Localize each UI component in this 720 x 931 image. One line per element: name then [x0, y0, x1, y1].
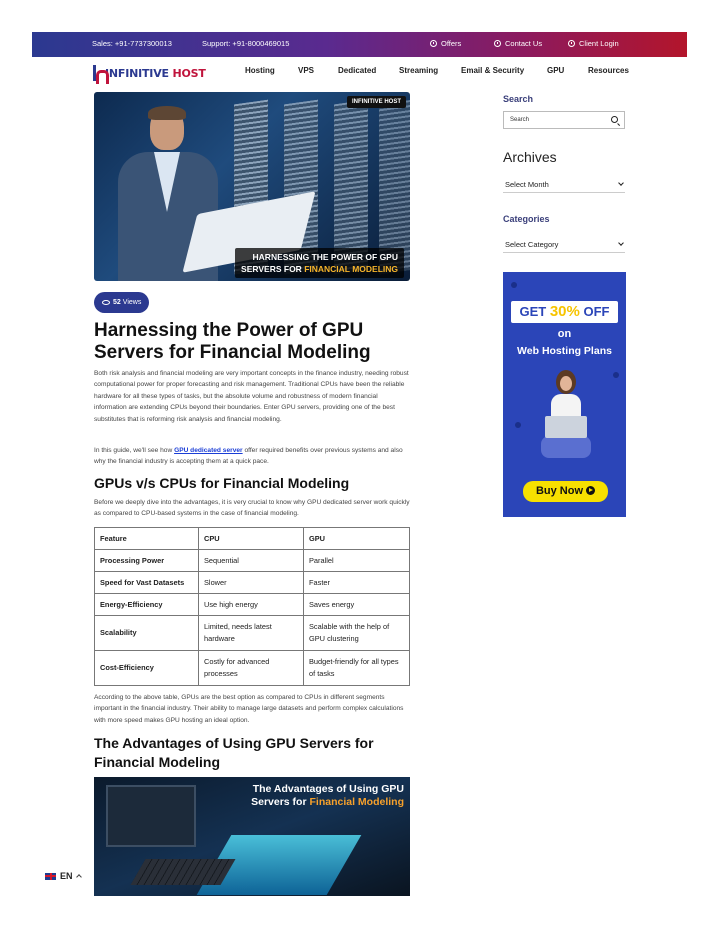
advantages-image: [94, 777, 410, 896]
language-switcher[interactable]: EN: [45, 871, 81, 881]
featured-image: [94, 92, 410, 281]
support-phone[interactable]: Support: +91-8000469015: [202, 39, 290, 48]
table-row: Processing Power Sequential Parallel: [95, 550, 410, 572]
chevron-down-icon: [618, 240, 624, 246]
sales-phone[interactable]: Sales: +91-7737300013: [92, 39, 172, 48]
eye-icon: [102, 300, 110, 305]
logo-mark-icon: [93, 65, 103, 81]
after-table-text: According to the above table, GPUs are the best option as compared to CPUs in different segments important in the financial industry. Their ability to manage large datasets and perform complex calculations with more speed makes GPU hosting an ideal option.: [94, 694, 404, 724]
comparison-table: [94, 527, 410, 686]
table-header: GPU: [304, 528, 410, 550]
nav-resources[interactable]: Resources: [588, 66, 629, 75]
woman-with-laptop-illustration: [541, 370, 591, 470]
hero-caption: HARNESSING THE POWER OF GPU SERVERS FOR FINANCIAL MODELING: [235, 248, 404, 278]
promo-banner[interactable]: GET 30% OFF on Web Hosting Plans Buy Now: [503, 272, 626, 517]
clock-icon: [568, 40, 575, 47]
play-icon: [586, 486, 595, 495]
chevron-up-icon: [76, 874, 82, 880]
search-label: Search: [503, 94, 534, 104]
views-badge: 52 Views: [94, 292, 149, 313]
categories-select[interactable]: Select Category: [503, 235, 625, 253]
clock-icon: [494, 40, 501, 47]
promo-subtitle: Web Hosting Plans: [517, 345, 612, 357]
nav-streaming[interactable]: Streaming: [399, 66, 439, 75]
buy-now-button[interactable]: Buy Now: [523, 481, 608, 502]
nav-email-security[interactable]: Email & Security: [461, 66, 525, 75]
advantages-image-caption: The Advantages of Using GPU Servers for Financial Modeling: [251, 783, 404, 808]
offers-link[interactable]: Offers: [430, 39, 461, 48]
search-input[interactable]: Search: [503, 111, 625, 129]
promo-headline: GET 30% OFF: [511, 301, 618, 323]
top-bar: [32, 32, 687, 57]
site-logo[interactable]: INFINITIVE HOST: [93, 64, 206, 82]
article-title: Harnessing the Power of GPU Servers for Financial Modeling: [94, 320, 371, 363]
archives-title: Archives: [503, 149, 557, 165]
categories-label: Categories: [503, 214, 550, 224]
nav-gpu[interactable]: GPU: [547, 66, 565, 75]
compare-intro: Before we deeply dive into the advantages, it is very crucial to know why GPU dedicated server work quickly as compared to CPU-based systems in the case of financial modeling.: [94, 499, 410, 518]
heading-advantages: The Advantages of Using GPU Servers for Financial Modeling: [94, 735, 374, 770]
table-header-row: [95, 528, 410, 550]
article-guide: In this guide, we'll see how GPU dedicated server offer required benefits over previous systems and also why the financial industry is accepting them at a quick pace.: [94, 447, 403, 466]
table-row: Scalability Limited, needs latest hardware Scalable with the help of GPU clustering: [95, 616, 410, 651]
table-row: Speed for Vast Datasets Slower Faster: [95, 572, 410, 594]
contact-link[interactable]: Contact Us: [494, 39, 542, 48]
clock-icon: [430, 40, 437, 47]
nav-vps[interactable]: VPS: [298, 66, 315, 75]
table-row: Cost-Efficiency Costly for advanced processes Budget-friendly for all types of tasks: [95, 651, 410, 686]
archives-select[interactable]: Select Month: [503, 175, 625, 193]
nav-dedicated[interactable]: Dedicated: [338, 66, 377, 75]
gpu-dedicated-server-link[interactable]: GPU dedicated server: [174, 447, 243, 454]
client-login-link[interactable]: Client Login: [568, 39, 619, 48]
chevron-down-icon: [618, 180, 624, 186]
heading-gpu-vs-cpu: GPUs v/s CPUs for Financial Modeling: [94, 475, 350, 491]
search-icon[interactable]: [611, 116, 618, 123]
nav-hosting[interactable]: Hosting: [245, 66, 275, 75]
table-row: Energy-Efficiency Use high energy Saves energy: [95, 594, 410, 616]
hero-logo-badge: INFINITIVE HOST: [347, 96, 406, 108]
table-header: CPU: [199, 528, 304, 550]
article-intro: Both risk analysis and financial modeling are very important concepts in the finance industry, needing robust computational power for proper forecasting and risk management. Traditional CPUs have been the reliable hardware for all these types of tasks, but the absolute volume and robustness of modern financial information are extending CPUs beyond their boundaries. Enter GPU servers, providing one of the best substitutes that is reforming risk analysis and financial modeling.: [94, 370, 409, 423]
table-header: Feature: [95, 528, 199, 550]
uk-flag-icon: [45, 873, 56, 880]
